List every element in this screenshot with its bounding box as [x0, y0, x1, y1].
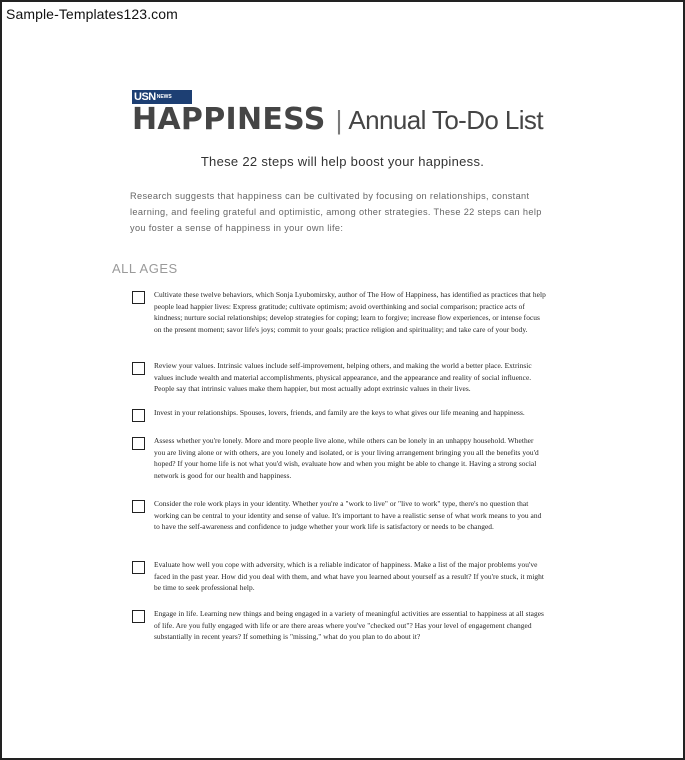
checkbox[interactable] [132, 610, 145, 623]
logo-sub: NEWS [156, 94, 172, 100]
todo-item-text: Evaluate how well you cope with adversity, which is a reliable indicator of happiness. Make a list of the major problems you've faced in the past year. How did you deal with them, and what have you learned about yourself as a result? If you're stuck, it might be time to seek professional help. [154, 560, 545, 593]
todo-item-text: Assess whether you're lonely. More and more people live alone, while others can be lonely in an unhappy household. Whether you are living alone or with others, are you lonely and isolated, or is your living arrangement bringing you all the benefits you'd hoped? If your home life is not what you'd wish, evaluate how and when you might be able to change it. Having a strong social network is good for our health and happiness. [154, 436, 539, 480]
document-page [2, 2, 683, 758]
section-label: ALL AGES [112, 261, 178, 276]
checkbox[interactable] [132, 362, 145, 375]
page-title [132, 102, 562, 144]
watermark: Sample-Templates123.com [6, 6, 178, 22]
checkbox[interactable] [132, 291, 145, 304]
todo-item-text: Invest in your relationships. Spouses, lovers, friends, and family are the keys to what gives our life meaning and happiness. [154, 408, 525, 417]
todo-item-text: Cultivate these twelve behaviors, which Sonja Lyubomirsky, author of The How of Happiness, has identified as practices that help people lead happier lives: Express gratitude; cultivate optimism; avoid overthinking and social comparison; practice acts of kindness; nurture social relationships; develop strategies for coping; learn to forgive; increase flow experiences, or intense focus on the present moment; savor life's joys; commit to your goals; practice religion and spirituality; and take care of your body. [154, 290, 546, 334]
logo-main: USN [134, 91, 156, 103]
todo-item-text: Consider the role work plays in your identity. Whether you're a "work to live" or "live to work" type, there's no question that working can be central to your identity and sense of value. It's important to have a realistic sense of what work means to you and to have the self-awareness and confidence to judge whether your work life is satisfactory or needs to be changed. [154, 499, 542, 532]
checkbox[interactable] [132, 561, 145, 574]
title-separator: | [335, 105, 343, 135]
checkbox[interactable] [132, 437, 145, 450]
checkbox[interactable] [132, 500, 145, 513]
checkbox[interactable] [132, 409, 145, 422]
title-main: HAPPINESS [132, 102, 326, 137]
todo-item-text: Review your values. Intrinsic values include self-improvement, helping others, and making the world a better place. Extrinsic values include wealth and material accomplishments, physical appearance, and the appearance and reality of social influence. People say that intrinsic values make them happier, but most actually adopt extrinsic values in their lives. [154, 361, 532, 394]
tagline: These 22 steps will help boost your happiness. [200, 154, 485, 169]
title-subtitle: Annual To-Do List [348, 105, 543, 135]
intro-paragraph: Research suggests that happiness can be cultivated by focusing on relationships, constant learning, and feeling grateful and optimistic, among other strategies. These 22 steps can help you foster a sense of happiness in your own life: [130, 191, 542, 233]
todo-item-text: Engage in life. Learning new things and being engaged in a variety of meaningful activities are essential to happiness at all stages of life. Are you fully engaged with life or are there areas where you've "checked out"? Has your level of engagement changed substantially in recent years? If something is "missing," what do you plan to do about it? [154, 609, 544, 642]
